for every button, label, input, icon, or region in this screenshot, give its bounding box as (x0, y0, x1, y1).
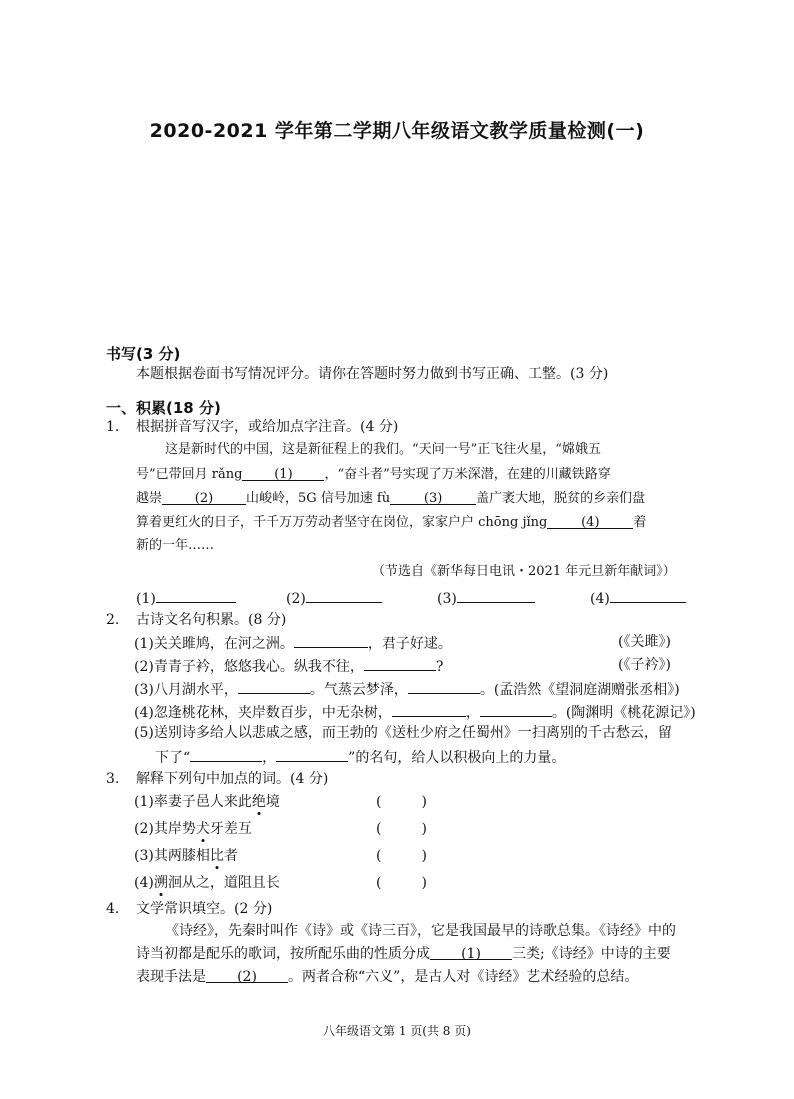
q2-line-5: (5)送别诗多给人以悲戚之感，而王勃的《送杜少府之任蜀州》一扫离别的千古愁云，留 (134, 725, 672, 741)
q2-source-2: (《子衿》) (618, 657, 671, 673)
q3-prompt (106, 770, 328, 788)
q2-line-6 (155, 747, 565, 767)
q2-blank-2[interactable] (364, 656, 436, 671)
q1-answer-label: (2) (286, 591, 306, 607)
q1-text: 算着更红火的日子，千千万万劳动者坚守在岗位，家家户户 chōng jǐng (136, 515, 548, 530)
q3-text: (4) (134, 875, 154, 891)
q1-text: ，“奋斗者”号实现了万米深潜，在建的川藏铁路穿 (324, 467, 611, 482)
paren-open: ( (376, 848, 382, 864)
q2-blank-5[interactable] (392, 702, 466, 717)
q3-prompt-text: 解释下列句中加点的词。(4 分) (136, 771, 329, 787)
q1-text: 越崇 (136, 491, 163, 506)
q2-text: (3)八月湖水平， (134, 682, 238, 698)
q1-source: （节选自《新华每日电讯・2021 年元旦新年献词》） (372, 564, 676, 579)
q2-text: ， (465, 705, 480, 721)
q2-text: ”的名句，给人以积极向上的力量。 (348, 750, 566, 766)
q3-dotted-char: 犬 (195, 821, 210, 837)
q4-text: 诗当初都是配乐的歌词，按所配乐曲的性质分成 (136, 946, 430, 962)
q1-blank-1-label: (1) (274, 467, 293, 482)
q4-text: 表现手法是 (136, 969, 206, 985)
q3-text: (1)率妻子邑人来此 (134, 794, 252, 810)
q2-text: (2)青青子衿，悠悠我心。纵我不往， (134, 659, 364, 675)
paren-close: ) (421, 794, 427, 810)
q1-answer-blank-1[interactable] (156, 588, 236, 603)
q4-blank-2-label: (2) (237, 969, 257, 985)
q1-blank-3[interactable] (390, 490, 476, 505)
page-footer: 八年级语文第 1 页(共 8 页) (323, 1024, 471, 1038)
paren-close: ) (421, 821, 427, 837)
q1-passage-line-1: 这是新时代的中国，这是新征程上的我们。“天问一号”正飞往火星，“嫦娥五 (165, 442, 601, 457)
q1-answer-label: (3) (437, 591, 457, 607)
q2-prompt (106, 611, 286, 629)
q1-text: 山峻岭，5G 信号加速 fù (246, 491, 391, 506)
q3-text: (2)其岸势 (134, 821, 196, 837)
q2-line-4 (134, 702, 696, 722)
q1-answer-blank-4[interactable] (610, 588, 686, 603)
q2-blank-8[interactable] (276, 747, 348, 762)
q4-text: 三类;《诗经》中诗的主要 (512, 946, 671, 962)
paren-open: ( (376, 821, 382, 837)
q1-passage-line-4 (136, 514, 646, 532)
q1-answer-label: (4) (590, 591, 610, 607)
q2-text: 。气蒸云梦泽， (309, 682, 408, 698)
q1-answer-3 (437, 588, 535, 608)
q1-blank-2-label: (2) (194, 491, 214, 506)
q4-blank-1[interactable] (430, 945, 512, 960)
q2-text: 。(孟浩然《望洞庭湖赠张丞相》) (479, 682, 680, 698)
q2-blank-7[interactable] (190, 747, 262, 762)
q3-text: 境 (265, 794, 280, 810)
q3-answer-2[interactable] (376, 820, 427, 838)
q2-prompt-text: 古诗文名句积累。(8 分) (136, 612, 287, 628)
q1-answer-blank-3[interactable] (457, 588, 535, 603)
q1-blank-1[interactable] (242, 466, 324, 481)
q4-number: 4. (106, 901, 120, 917)
q4-blank-2[interactable] (206, 968, 288, 983)
q2-line-1 (134, 633, 452, 653)
q1-answer-label: (1) (136, 591, 156, 607)
q2-text: ? (435, 659, 444, 675)
q1-prompt (106, 418, 398, 436)
q2-text: 。(陶渊明《桃花源记》) (551, 705, 696, 721)
q1-blank-4-label: (4) (581, 515, 600, 530)
q1-text: 着 (633, 515, 647, 530)
q4-text: 。两者合称“六义”，是古人对《诗经》艺术经验的总结。 (288, 969, 639, 985)
q1-blank-3-label: (3) (423, 491, 443, 506)
q1-answer-blank-2[interactable] (306, 588, 382, 603)
q4-line-1: 《诗经》，先秦时叫作《诗》或《诗三百》，它是我国最早的诗歌总集。《诗经》中的 (165, 923, 676, 939)
paren-close: ) (421, 875, 427, 891)
q2-line-2 (134, 656, 443, 676)
q1-blank-4[interactable] (547, 514, 633, 529)
q1-answer-4 (590, 588, 686, 608)
q3-item-3 (134, 847, 238, 865)
writing-instruction: 本题根据卷面书写情况评分。请你在答题时努力做到书写正确、工整。(3 分) (136, 366, 609, 382)
paren-open: ( (376, 875, 382, 891)
q3-dotted-char: 溯 (153, 875, 168, 891)
q2-source-1: (《关雎》) (618, 634, 671, 650)
q3-text: 牙差互 (209, 821, 252, 837)
q3-dotted-char: 绝 (251, 794, 266, 810)
q1-text: 号”已带回月 rǎng (136, 467, 243, 482)
q2-text: ， (262, 750, 277, 766)
q2-text: ，君子好逑。 (367, 636, 452, 652)
section1-heading: 一、积累(18 分) (106, 399, 221, 417)
q4-line-3 (136, 968, 638, 986)
q4-line-2 (136, 945, 671, 963)
q3-dotted-char: 比 (209, 848, 224, 864)
q4-prompt (106, 900, 272, 918)
q3-text: 洄从之，道阻且长 (167, 875, 280, 891)
q3-answer-4[interactable] (376, 874, 427, 892)
q1-passage-line-3 (136, 490, 645, 508)
q2-blank-6[interactable] (480, 702, 552, 717)
q3-text: (3)其两膝相 (134, 848, 210, 864)
q3-answer-1[interactable] (376, 793, 427, 811)
paren-open: ( (376, 794, 382, 810)
q2-blank-1[interactable] (294, 633, 368, 648)
paren-close: ) (421, 848, 427, 864)
q1-blank-2[interactable] (162, 490, 246, 505)
q3-item-1 (134, 793, 280, 811)
q2-number: 2. (106, 612, 120, 628)
q2-blank-4[interactable] (408, 679, 480, 694)
q3-item-2 (134, 820, 252, 838)
q2-text: (1)关关雎鸠，在河之洲。 (134, 636, 294, 652)
q2-text: (4)忽逢桃花林，夹岸数百步，中无杂树， (134, 705, 392, 721)
q4-blank-1-label: (1) (461, 946, 481, 962)
q2-blank-3[interactable] (238, 679, 310, 694)
page-title: 2020-2021 学年第二学期八年级语文教学质量检测(一) (149, 120, 645, 142)
q4-prompt-text: 文学常识填空。(2 分) (136, 901, 273, 917)
q1-number: 1. (106, 419, 120, 435)
q1-answer-1 (136, 588, 236, 608)
q1-passage-line-2 (136, 466, 611, 484)
q3-item-4 (134, 874, 280, 892)
q1-passage-line-5: 新的一年…… (136, 538, 215, 553)
q3-text: 者 (223, 848, 238, 864)
q3-number: 3. (106, 771, 120, 787)
q2-line-3 (134, 679, 680, 699)
q1-answer-2 (286, 588, 382, 608)
q1-text: 盖广袤大地，脱贫的乡亲们盘 (476, 491, 646, 506)
q1-prompt-text: 根据拼音写汉字，或给加点字注音。(4 分) (136, 419, 399, 435)
writing-heading: 书写(3 分) (106, 345, 181, 363)
q2-text: 下了“ (155, 750, 191, 766)
q3-answer-3[interactable] (376, 847, 427, 865)
